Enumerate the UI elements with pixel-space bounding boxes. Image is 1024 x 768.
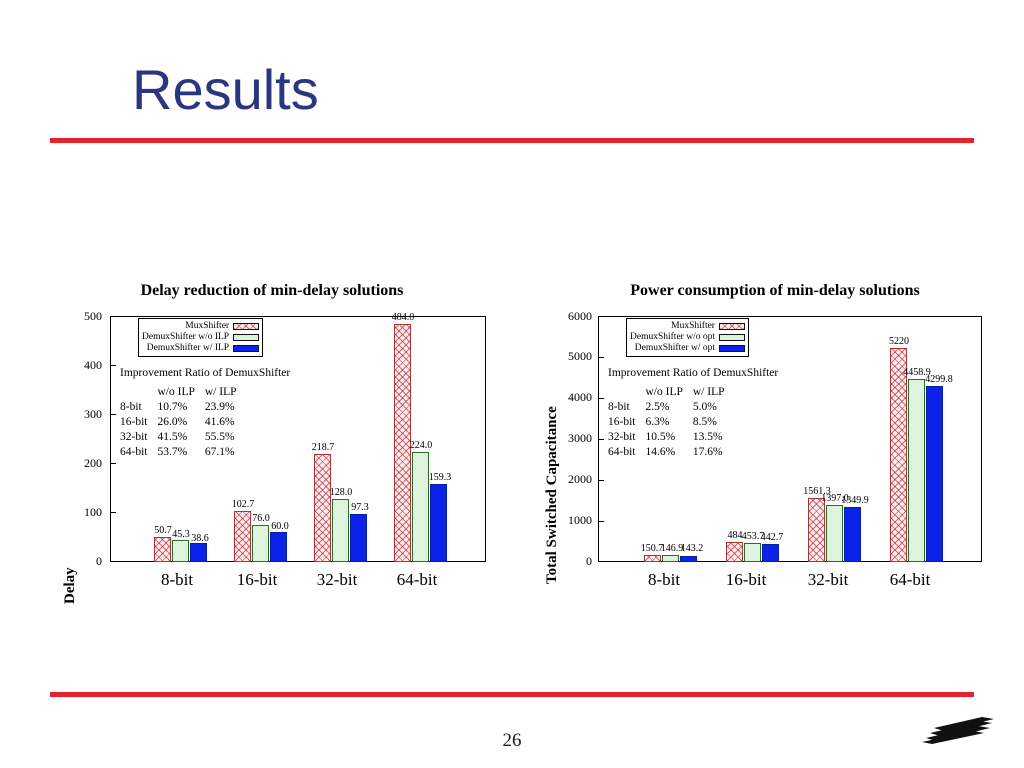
annotation-heading: Improvement Ratio of DemuxShifter: [120, 367, 291, 379]
bar-value-label: 159.3: [428, 472, 452, 483]
ytick-label: 100: [84, 505, 102, 519]
annotation-col-2: w/ ILP: [692, 386, 725, 398]
ytick-label: 1000: [568, 513, 592, 527]
bar-demux-w-16bit: [762, 544, 779, 562]
bar-value-label: 50.7: [154, 525, 172, 536]
bar-demux-w-8bit: [190, 543, 207, 562]
annotation-cell: 64-bit: [120, 446, 148, 458]
annotation-cell: 55.5%: [204, 431, 235, 443]
xtick-label: 32-bit: [316, 570, 358, 589]
bar-value-label: 76.0: [252, 513, 270, 524]
annotation-cell: 8-bit: [120, 401, 142, 413]
annotation-cell: 16-bit: [120, 416, 148, 428]
legend-label: MuxShifter: [185, 321, 230, 331]
bar-muxshifter-16bit: [726, 542, 743, 562]
annotation-cell: 8-bit: [608, 401, 630, 413]
annotation-cell: 6.3%: [645, 416, 670, 428]
legend-label: DemuxShifter w/ ILP: [146, 343, 230, 353]
annotation-cell: 5.0%: [692, 401, 717, 413]
ytick-label: 0: [586, 554, 592, 568]
bar-demux-w-32bit: [844, 507, 861, 562]
annotation-cell: 13.5%: [692, 431, 723, 443]
bar-value-label: 150.7: [640, 543, 664, 554]
footer-divider-bottom: [50, 692, 974, 697]
bar-value-label: 453.7: [741, 531, 765, 542]
figure-power-plot: [530, 304, 990, 594]
legend-label: DemuxShifter w/ opt: [634, 343, 715, 353]
bar-muxshifter-8bit: [154, 537, 171, 562]
annotation-col-1: w/o ILP: [157, 386, 195, 398]
figure-delay-ylabel: Delay: [62, 567, 78, 604]
annotation-cell: 41.6%: [204, 416, 235, 428]
legend-label: MuxShifter: [671, 321, 715, 331]
bar-demux-w-16bit: [270, 532, 287, 562]
bar-demux-wo-32bit: [826, 505, 843, 562]
figure-power: [530, 282, 990, 594]
xtick-label: 64-bit: [396, 570, 438, 589]
bar-value-label: 4299.8: [925, 374, 953, 385]
bar-value-label: 484.0: [391, 312, 415, 323]
annotation-cell: 26.0%: [157, 416, 188, 428]
bar-value-label: 484: [727, 530, 743, 541]
annotation-cell: 10.7%: [157, 401, 188, 413]
ytick-label: 5000: [568, 349, 592, 363]
bar-value-label: 1561.3: [803, 486, 831, 497]
xtick-label: 8-bit: [647, 570, 681, 589]
annotation-cell: 17.6%: [692, 446, 723, 458]
figure-delay-plot: [48, 304, 496, 604]
legend-label: DemuxShifter w/o ILP: [142, 332, 230, 342]
bar-demux-w-64bit: [430, 484, 447, 562]
bar-value-label: 442.7: [760, 532, 784, 543]
annotation-cell: 67.1%: [204, 446, 235, 458]
annotation-cell: 64-bit: [608, 446, 636, 458]
ytick-label: 6000: [568, 309, 592, 323]
xtick-label: 8-bit: [160, 570, 194, 589]
annotation-heading: Improvement Ratio of DemuxShifter: [608, 367, 779, 379]
figure-power-ylabel: Total Switched Capacitance: [544, 406, 560, 584]
bar-value-label: 1349.9: [841, 495, 869, 506]
bar-value-label: 218.7: [311, 442, 335, 453]
bar-value-label: 97.3: [351, 502, 369, 513]
annotation-cell: 32-bit: [120, 431, 148, 443]
annotation-cell: 14.6%: [645, 446, 676, 458]
bar-muxshifter-64bit: [890, 348, 907, 562]
bar-demux-wo-64bit: [908, 379, 925, 562]
bar-demux-w-32bit: [350, 514, 367, 562]
figure-power-bars: [598, 316, 982, 562]
bar-demux-wo-16bit: [744, 543, 761, 562]
bar-value-label: 60.0: [271, 521, 289, 532]
ytick-label: 300: [84, 407, 102, 421]
bar-value-label: 4458.9: [903, 367, 931, 378]
xtick-label: 32-bit: [807, 570, 849, 589]
figure-delay: [48, 282, 496, 604]
annotation-cell: 2.5%: [645, 401, 670, 413]
annotation-col-1: w/o ILP: [645, 386, 683, 398]
bar-value-label: 224.0: [409, 440, 433, 451]
annotation-col-2: w/ ILP: [204, 386, 237, 398]
bar-value-label: 45.3: [172, 529, 190, 540]
ytick-label: 3000: [568, 431, 592, 445]
figure-delay-title: Delay reduction of min-delay solutions: [140, 282, 404, 299]
bar-muxshifter-32bit: [808, 498, 825, 562]
annotation-cell: 16-bit: [608, 416, 636, 428]
ytick-label: 0: [96, 554, 102, 568]
annotation-cell: 41.5%: [157, 431, 188, 443]
figure-power-title: Power consumption of min-delay solutions: [630, 282, 920, 299]
annotation-cell: 10.5%: [645, 431, 676, 443]
bar-value-label: 128.0: [329, 487, 353, 498]
ytick-label: 200: [84, 456, 102, 470]
bar-value-label: 102.7: [231, 499, 255, 510]
annotation-cell: 53.7%: [157, 446, 188, 458]
xtick-label: 16-bit: [725, 570, 767, 589]
bar-value-label: 5220: [889, 336, 909, 347]
xtick-label: 64-bit: [889, 570, 931, 589]
bar-value-label: 143.2: [680, 543, 704, 554]
ytick-label: 400: [84, 358, 102, 372]
ytick-label: 4000: [568, 390, 592, 404]
bar-muxshifter-8bit: [644, 555, 661, 562]
bar-value-label: 1397.0: [821, 493, 849, 504]
bar-demux-wo-64bit: [412, 452, 429, 562]
xtick-label: 16-bit: [236, 570, 278, 589]
annotation-cell: 8.5%: [692, 416, 717, 428]
bar-muxshifter-32bit: [314, 454, 331, 562]
ytick-label: 2000: [568, 472, 592, 486]
ytick-label: 500: [84, 309, 102, 323]
page-number: 26: [502, 730, 522, 751]
bar-demux-w-64bit: [926, 386, 943, 562]
bar-value-label: 38.6: [191, 533, 209, 544]
annotation-cell: 23.9%: [204, 401, 235, 413]
annotation-cell: 32-bit: [608, 431, 636, 443]
logo-icon: [922, 712, 994, 746]
bar-demux-wo-8bit: [662, 555, 679, 562]
bar-value-label: 146.9: [660, 543, 684, 554]
page-title: Results: [132, 58, 319, 121]
bar-demux-w-8bit: [680, 556, 697, 562]
title-divider-top: [50, 138, 974, 143]
figure-delay-bars: [110, 312, 486, 562]
legend-label: DemuxShifter w/o opt: [630, 332, 715, 342]
